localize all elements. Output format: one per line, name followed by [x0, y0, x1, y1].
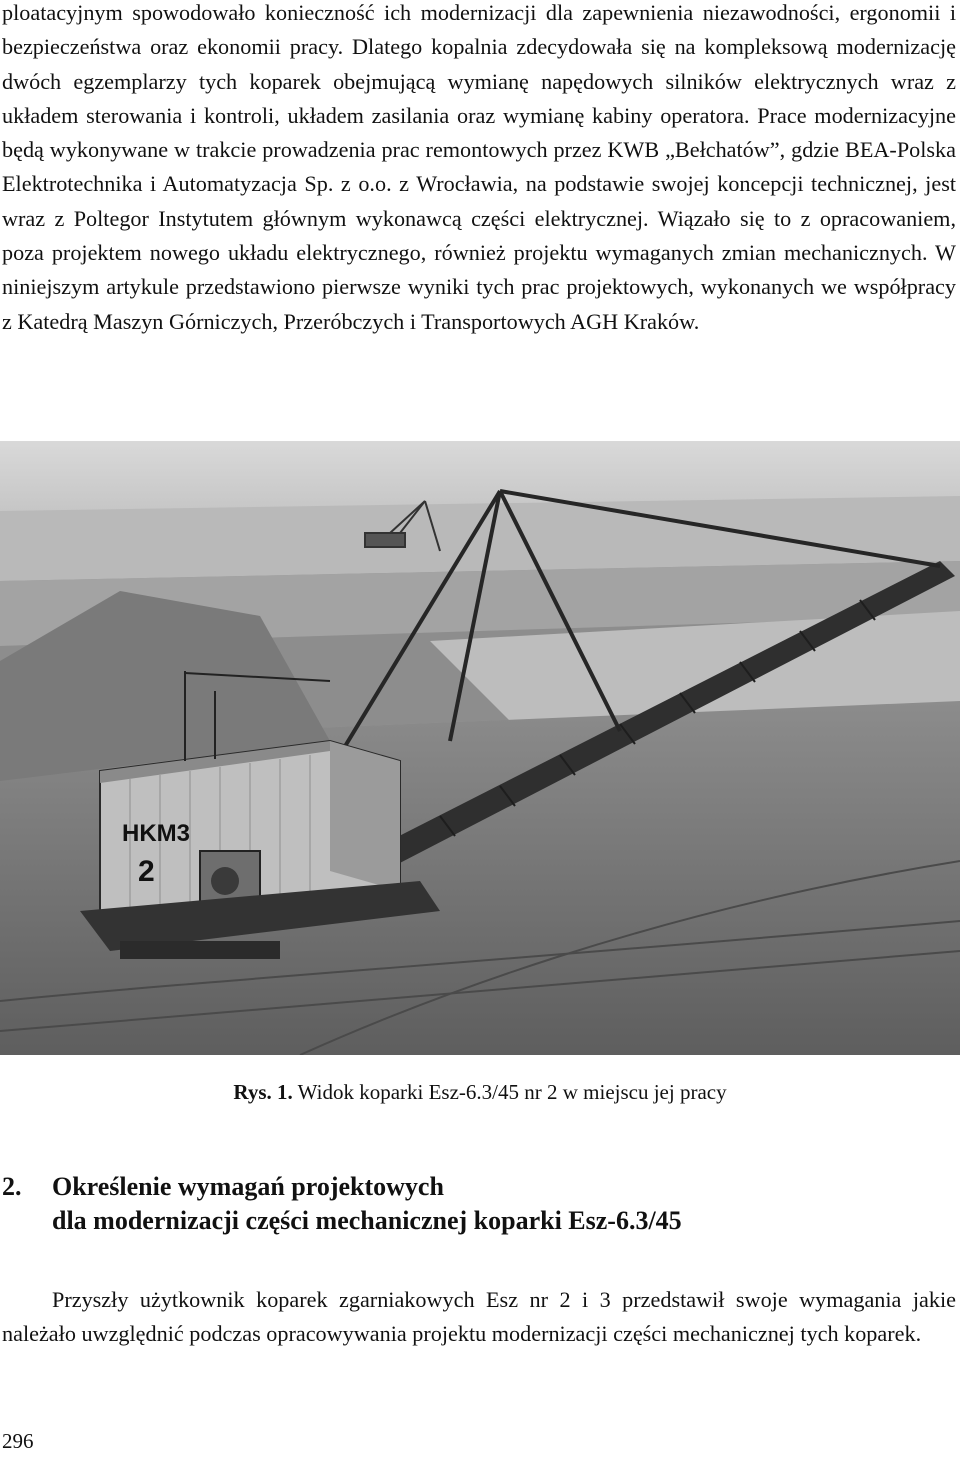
- caption-label: Rys. 1.: [233, 1080, 293, 1104]
- body-paragraph-1: ploatacyjnym spowodowało konieczność ich modernizacji dla zapewnienia niezawodności, ergonomii i bezpieczeństwa oraz ekonomii pracy. Dlatego kopalnia zdecydowała się na kompleksową modernizację dwóch egzemplarzy tych koparek obejmującą wymianę napędowych silników elektrycznych wraz z układem sterowania i kontroli, układem zasilania oraz wymianę kabiny operatora. Prace modernizacyjne będą wykonywane w trakcie prowadzenia prac remontowych przez KWB „Bełchatów”, gdzie BEA-Polska Elektrotechnika i Automatyzacja Sp. z o.o. z Wrocławia, na podstawie swojej koncepcji technicznej, jest wraz z Poltegor Instytutem głównym wykonawcą części elektrycznej. Wiązało się to z opracowaniem, poza projektem nowego układu elektrycznego, również projektu wymaganych zmian mechanicznych. W niniejszym artykule przedstawiono pierwsze wyniki tych prac projektowych, wykonanych we współpracy z Katedrą Maszyn Górniczych, Przeróbczych i Transportowych AGH Kraków.: [2, 0, 956, 334]
- caption-text: Widok koparki Esz-6.3/45 nr 2 w miejscu jej pracy: [297, 1080, 727, 1104]
- machine-marking-2: 2: [138, 855, 155, 888]
- section-number: 2.: [2, 1172, 22, 1201]
- figure-dragline-photo: [0, 441, 960, 1055]
- dragline-photo-illustration: [0, 441, 960, 1055]
- figure-caption: [0, 1078, 960, 1106]
- section-title-line-1: Określenie wymagań projektowych: [52, 1172, 444, 1201]
- body-paragraph-2: Przyszły użytkownik koparek zgarniakowych Esz nr 2 i 3 przedstawił swoje wymagania jakie należało uwzględnić podczas opracowywania projektu modernizacji części mechanicznej tych koparek.: [2, 1287, 956, 1347]
- walking-shoe: [120, 941, 280, 959]
- page-number: 296: [2, 1429, 34, 1453]
- machine-marking-1: HKM3: [122, 820, 191, 847]
- section-title-line-2: dla modernizacji części mechanicznej koparki Esz-6.3/45: [52, 1206, 682, 1235]
